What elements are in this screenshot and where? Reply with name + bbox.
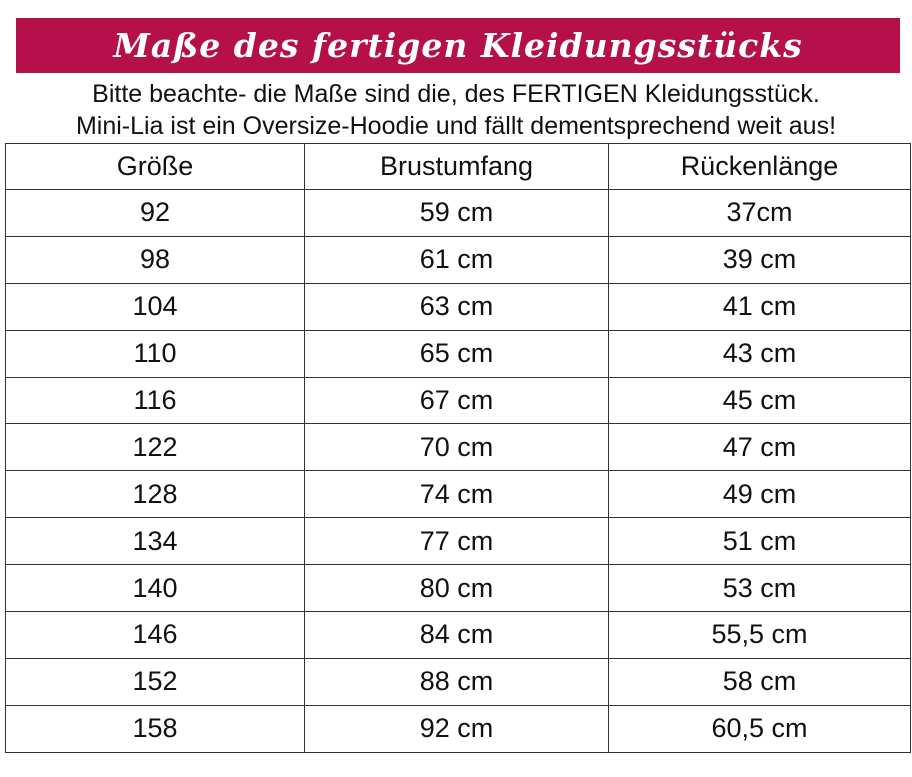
table-row bbox=[6, 471, 911, 518]
cell-back-length: 43 cm bbox=[609, 330, 911, 377]
cell-size: 110 bbox=[6, 330, 305, 377]
header-size: Größe bbox=[6, 144, 305, 190]
cell-back-length: 37cm bbox=[609, 190, 911, 237]
cell-back-length: 39 cm bbox=[609, 236, 911, 283]
cell-size: 92 bbox=[6, 190, 305, 237]
cell-size: 140 bbox=[6, 565, 305, 612]
cell-size: 158 bbox=[6, 705, 305, 752]
cell-size: 152 bbox=[6, 658, 305, 705]
cell-back-length: 45 cm bbox=[609, 377, 911, 424]
table-row bbox=[6, 190, 911, 237]
header-back-length: Rückenlänge bbox=[609, 144, 911, 190]
cell-chest: 77 cm bbox=[305, 518, 609, 565]
cell-size: 122 bbox=[6, 424, 305, 471]
table-row bbox=[6, 658, 911, 705]
cell-size: 146 bbox=[6, 612, 305, 659]
table-header-row bbox=[6, 144, 911, 190]
header-chest: Brustumfang bbox=[305, 144, 609, 190]
cell-back-length: 41 cm bbox=[609, 283, 911, 330]
cell-size: 104 bbox=[6, 283, 305, 330]
cell-chest: 88 cm bbox=[305, 658, 609, 705]
cell-back-length: 47 cm bbox=[609, 424, 911, 471]
cell-chest: 63 cm bbox=[305, 283, 609, 330]
cell-back-length: 49 cm bbox=[609, 471, 911, 518]
cell-chest: 65 cm bbox=[305, 330, 609, 377]
cell-chest: 59 cm bbox=[305, 190, 609, 237]
table-row bbox=[6, 612, 911, 659]
table-row bbox=[6, 705, 911, 752]
cell-chest: 84 cm bbox=[305, 612, 609, 659]
cell-back-length: 55,5 cm bbox=[609, 612, 911, 659]
table-row bbox=[6, 236, 911, 283]
cell-chest: 80 cm bbox=[305, 565, 609, 612]
table-row bbox=[6, 377, 911, 424]
cell-back-length: 58 cm bbox=[609, 658, 911, 705]
title-banner bbox=[16, 18, 900, 73]
cell-back-length: 60,5 cm bbox=[609, 705, 911, 752]
cell-chest: 61 cm bbox=[305, 236, 609, 283]
cell-size: 128 bbox=[6, 471, 305, 518]
table-row bbox=[6, 330, 911, 377]
cell-chest: 70 cm bbox=[305, 424, 609, 471]
table-body bbox=[6, 190, 911, 753]
table-row bbox=[6, 283, 911, 330]
table-row bbox=[6, 518, 911, 565]
page-title: Maße des fertigen Kleidungsstücks bbox=[113, 26, 803, 65]
cell-chest: 92 cm bbox=[305, 705, 609, 752]
cell-size: 134 bbox=[6, 518, 305, 565]
cell-back-length: 51 cm bbox=[609, 518, 911, 565]
cell-back-length: 53 cm bbox=[609, 565, 911, 612]
note-line-2: Mini-Lia ist ein Oversize-Hoodie und fällt dementsprechend weit aus! bbox=[75, 112, 837, 140]
note-line-1: Bitte beachte- die Maße sind die, des FERTIGEN Kleidungsstück. bbox=[92, 80, 820, 108]
cell-chest: 67 cm bbox=[305, 377, 609, 424]
table-row bbox=[6, 424, 911, 471]
size-table bbox=[5, 143, 911, 753]
table-row bbox=[6, 565, 911, 612]
cell-size: 98 bbox=[6, 236, 305, 283]
cell-chest: 74 cm bbox=[305, 471, 609, 518]
cell-size: 116 bbox=[6, 377, 305, 424]
